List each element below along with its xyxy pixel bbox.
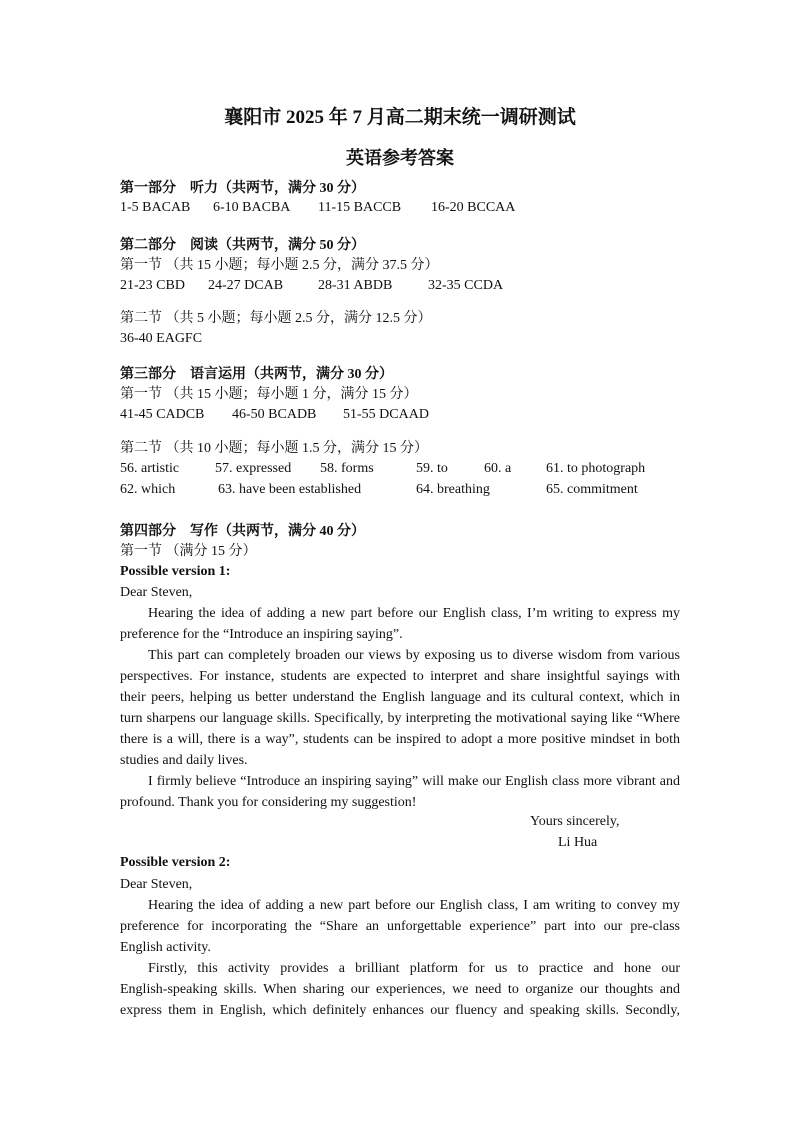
- part2-heading: 第二部分 阅读（共两节，满分 50 分）: [120, 238, 365, 253]
- version1-label: Possible version 1:: [120, 564, 231, 579]
- essay-line: turn sharpens our language skills. Specifically, by interpreting the motivational saying like “Where: [120, 711, 680, 726]
- answer-item: 61. to photograph: [546, 461, 646, 476]
- document-subtitle: 英语参考答案: [346, 148, 454, 168]
- essay-line: Hearing the idea of adding a new part before our English class, I’m writing to express my: [148, 606, 680, 621]
- part4-heading: 第四部分 写作（共两节，满分 40 分）: [120, 524, 365, 539]
- answer-group: 1-5 BACAB: [120, 200, 191, 215]
- part2-sec1-answers: [0, 277, 800, 295]
- part3-sec1-answers: [0, 406, 800, 424]
- part3-sec2-heading: 第二节 （共 10 小题；每小题 1.5 分，满分 15 分）: [120, 441, 428, 456]
- essay-line: English-speaking skills. When sharing our experiences, we need to organize our thoughts and: [120, 982, 680, 997]
- answer-group: 16-20 BCCAA: [431, 200, 516, 215]
- essay-line: studies and daily lives.: [120, 753, 248, 768]
- essay-line: perspectives. For instance, students are expected to interpret and share insightful sayings with: [120, 669, 680, 684]
- essay-line: profound. Thank you for considering my suggestion!: [120, 795, 417, 810]
- answer-item: 59. to: [416, 461, 448, 476]
- essay-line: This part can completely broaden our views by exposing us to diverse wisdom from various: [148, 648, 680, 663]
- part2-sec2-answers: 36-40 EAGFC: [120, 331, 203, 346]
- part2-sec2-heading: 第二节 （共 5 小题；每小题 2.5 分，满分 12.5 分）: [120, 311, 432, 326]
- signature: Li Hua: [558, 835, 598, 850]
- essay-line: there is a will, there is a way”, students can be inspired to adopt a more positive mindset in both: [120, 732, 680, 747]
- answer-item: 64. breathing: [416, 482, 490, 497]
- answer-item: 65. commitment: [546, 482, 638, 497]
- answer-group: 41-45 CADCB: [120, 407, 205, 422]
- part3-heading: 第三部分 语言运用（共两节，满分 30 分）: [120, 367, 393, 382]
- answer-group: 51-55 DCAAD: [343, 407, 429, 422]
- answer-group: 32-35 CCDA: [428, 278, 504, 293]
- answer-item: 57. expressed: [215, 461, 292, 476]
- version2-label: Possible version 2:: [120, 855, 231, 870]
- essay-line: Firstly, this activity provides a brilliant platform for us to practice and hone our: [148, 961, 680, 976]
- essay-line: English activity.: [120, 940, 211, 955]
- part3-sec2-row2: [0, 481, 800, 499]
- part1-answers: [0, 199, 800, 217]
- answer-item: 58. forms: [320, 461, 374, 476]
- part3-sec2-row1: [0, 460, 800, 478]
- document-title: 襄阳市 2025 年 7 月高二期末统一调研测试: [224, 107, 576, 128]
- answer-item: 62. which: [120, 482, 176, 497]
- essay-line: preference for the “Introduce an inspiring saying”.: [120, 627, 403, 642]
- essay-line: Hearing the idea of adding a new part before our English class, I am writing to convey my: [148, 898, 680, 913]
- answer-group: 24-27 DCAB: [208, 278, 284, 293]
- answer-group: 46-50 BCADB: [232, 407, 317, 422]
- essay-line: preference for incorporating the “Share an unforgettable experience” part into our pre-class: [120, 919, 680, 934]
- version2-greeting: Dear Steven,: [120, 877, 193, 892]
- part2-sec1-heading: 第一节 （共 15 小题；每小题 2.5 分，满分 37.5 分）: [120, 258, 439, 273]
- essay-line: express them in English, which definitely enhances our fluency and speaking skills. Secondly,: [120, 1003, 680, 1018]
- answer-item: 56. artistic: [120, 461, 180, 476]
- essay-line: I firmly believe “Introduce an inspiring saying” will make our English class more vibrant and: [148, 774, 680, 789]
- closing: Yours sincerely,: [530, 814, 620, 829]
- essay-line: their peers, helping us better understand the English language and its cultural context, which in: [120, 690, 680, 705]
- answer-item: 60. a: [484, 461, 512, 476]
- answer-group: 6-10 BACBA: [213, 200, 291, 215]
- answer-group: 28-31 ABDB: [318, 278, 393, 293]
- part4-sec1-heading: 第一节 （满分 15 分）: [120, 544, 257, 559]
- part3-sec1-heading: 第一节 （共 15 小题；每小题 1 分，满分 15 分）: [120, 387, 418, 402]
- answer-group: 21-23 CBD: [120, 278, 185, 293]
- part1-heading: 第一部分 听力（共两节，满分 30 分）: [120, 181, 365, 196]
- answer-item: 63. have been established: [218, 482, 362, 497]
- version1-greeting: Dear Steven,: [120, 585, 193, 600]
- answer-group: 11-15 BACCB: [318, 200, 402, 215]
